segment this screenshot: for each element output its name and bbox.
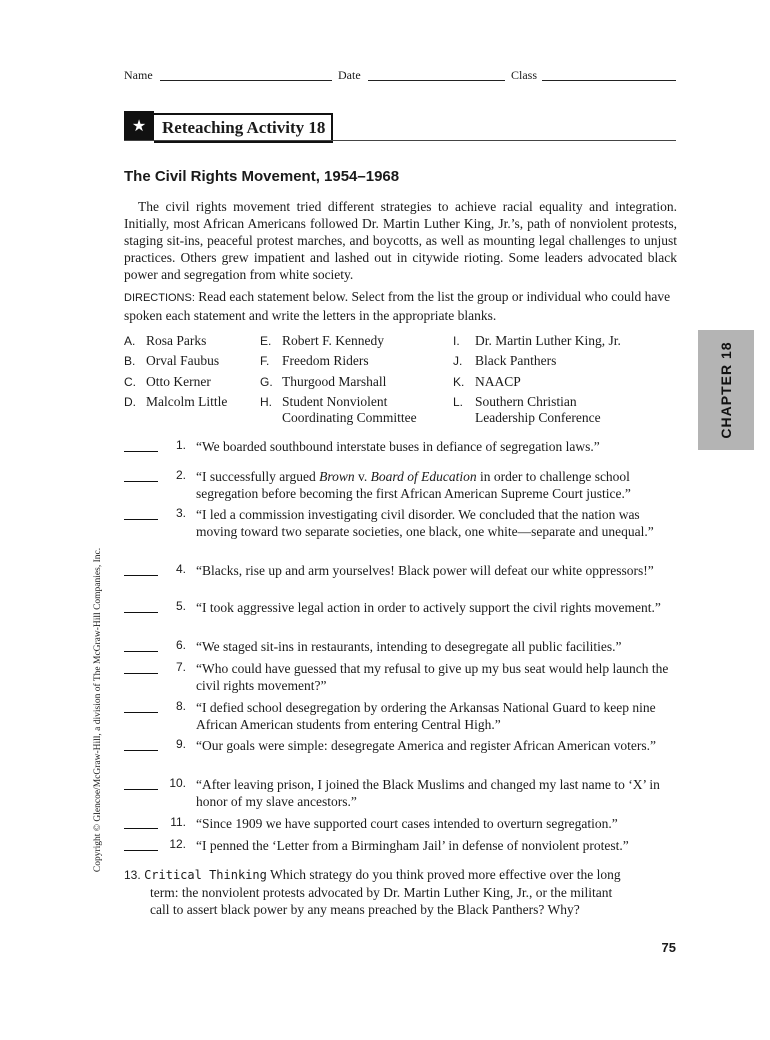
answer-blank-7[interactable] <box>124 673 158 674</box>
answer-blank-6[interactable] <box>124 651 158 652</box>
question-text-11: “Since 1909 we have supported court cases intended to overturn segregation.” <box>196 816 618 831</box>
option-k: K. NAACP <box>453 374 521 389</box>
question-number-3: 3. <box>175 506 186 520</box>
option-j: J. Black Panthers <box>453 353 557 368</box>
question-number-10: 10. <box>169 776 186 790</box>
critical-thinking-number: 13. <box>124 868 141 882</box>
question-text-1: “We boarded southbound interstate buses in defiance of segregation laws.” <box>196 439 600 454</box>
option-a: A. Rosa Parks <box>124 333 207 348</box>
question-text-9: “Our goals were simple: desegregate America and register African American voters.” <box>196 738 656 753</box>
option-l: L. Southern Christian <box>453 394 577 409</box>
answer-blank-5[interactable] <box>124 612 158 613</box>
class-label: Class <box>511 68 538 82</box>
question-number-1: 1. <box>175 438 186 452</box>
option-h: H. Student Nonviolent <box>260 394 388 409</box>
option-c: C. Otto Kerner <box>124 374 211 389</box>
answer-blank-4[interactable] <box>124 575 158 576</box>
question-number-6: 6. <box>175 638 186 652</box>
critical-thinking-line-1 <box>124 866 677 884</box>
question-text-7: “Who could have guessed that my refusal to give up my bus seat would help launch the civil rights movement?” <box>196 661 669 693</box>
copyright-notice: Copyright © Glencoe/McGraw-Hill, a division of The McGraw-Hill Companies, Inc. <box>93 547 103 873</box>
activity-banner <box>124 111 333 141</box>
page-title: The Civil Rights Movement, 1954–1968 <box>124 168 400 185</box>
banner-title: Reteaching Activity 18 <box>154 113 333 143</box>
answer-blank-3[interactable] <box>124 519 158 520</box>
question-text-6: “We staged sit-ins in restaurants, intending to desegregate all public facilities.” <box>196 639 622 654</box>
option-i: I. Dr. Martin Luther King, Jr. <box>453 333 621 348</box>
answer-blank-11[interactable] <box>124 828 158 829</box>
name-label: Name <box>124 68 153 82</box>
question-number-8: 8. <box>175 699 186 713</box>
class-field[interactable] <box>542 80 676 81</box>
question-number-12: 12. <box>169 837 186 851</box>
question-text-10: “After leaving prison, I joined the Black Muslims and changed my last name to ‘X’ in honor of my slave ancestors.” <box>196 777 660 809</box>
answer-blank-8[interactable] <box>124 712 158 713</box>
option-g: G. Thurgood Marshall <box>260 374 387 389</box>
critical-thinking-line-3: call to assert black power by any means preached by the Black Panthers? Why? <box>150 902 580 917</box>
chapter-tab-label: CHAPTER 18 <box>718 341 734 439</box>
question-number-2: 2. <box>175 468 186 482</box>
question-text-8: “I defied school desegregation by ordering the Arkansas National Guard to keep nine African American students from entering Central High.” <box>196 700 656 732</box>
date-label: Date <box>338 68 361 82</box>
question-number-9: 9. <box>175 737 186 751</box>
option-l-line2: Leadership Conference <box>475 410 601 425</box>
option-h-line2: Coordinating Committee <box>282 410 417 425</box>
question-number-5: 5. <box>175 599 186 613</box>
critical-thinking-label: Critical Thinking <box>144 868 267 882</box>
option-b: B. Orval Faubus <box>124 353 220 368</box>
option-e: E. Robert F. Kennedy <box>260 333 385 348</box>
question-text-12: “I penned the ‘Letter from a Birmingham Jail’ in defense of nonviolent protest.” <box>196 838 629 853</box>
page-number: 75 <box>661 940 676 955</box>
directions-text: Read each statement below. Select from the list the group or individual who could have spoken each statement and write the letters in the appropriate blanks. <box>124 289 671 323</box>
answer-blank-1[interactable] <box>124 451 158 452</box>
question-text-3: “I led a commission investigating civil disorder. We concluded that the nation was moving toward two separate societies, one black, one white—separate and unequal.” <box>196 507 654 539</box>
question-text-4: “Blacks, rise up and arm yourselves! Black power will defeat our white oppressors!” <box>196 563 654 578</box>
critical-thinking-line-2: term: the nonviolent protests advocated by Dr. Martin Luther King, Jr., or the militant <box>150 885 613 900</box>
answer-blank-2[interactable] <box>124 481 158 482</box>
star-icon: ★ <box>124 111 154 141</box>
critical-thinking-question <box>124 866 677 918</box>
answer-blank-12[interactable] <box>124 850 158 851</box>
question-number-4: 4. <box>175 562 186 576</box>
intro-paragraph: The civil rights movement tried different strategies to achieve racial equality and integration. Initially, most African Americans followed Dr. Martin Luther King, Jr.’s, path of nonviolent protests, staging sit-ins, peaceful protest marches, and boycotts, as well as mounting legal challenges to unjust practices. Others grew impatient and lashed out in citywide rioting. Some leaders advocated black power and segregation from white society. <box>124 199 677 282</box>
question-number-11: 11. <box>170 815 186 829</box>
question-text-2: “I successfully argued Brown v. Board of Education in order to challenge school segregation before becoming the first African American Supreme Court justice.” <box>196 469 631 501</box>
option-f: F. Freedom Riders <box>260 353 369 368</box>
answer-blank-9[interactable] <box>124 750 158 751</box>
option-d: D. Malcolm Little <box>124 394 228 409</box>
date-field[interactable] <box>368 80 505 81</box>
question-number-7: 7. <box>175 660 186 674</box>
question-text-5: “I took aggressive legal action in order to actively support the civil rights movement.” <box>196 600 661 615</box>
directions-label: DIRECTIONS: <box>124 292 195 304</box>
directions <box>124 288 677 324</box>
answer-blank-10[interactable] <box>124 789 158 790</box>
critical-thinking-text: Which strategy do you think proved more effective over the long <box>270 867 621 882</box>
banner-divider <box>124 140 676 141</box>
name-field[interactable] <box>160 80 332 81</box>
